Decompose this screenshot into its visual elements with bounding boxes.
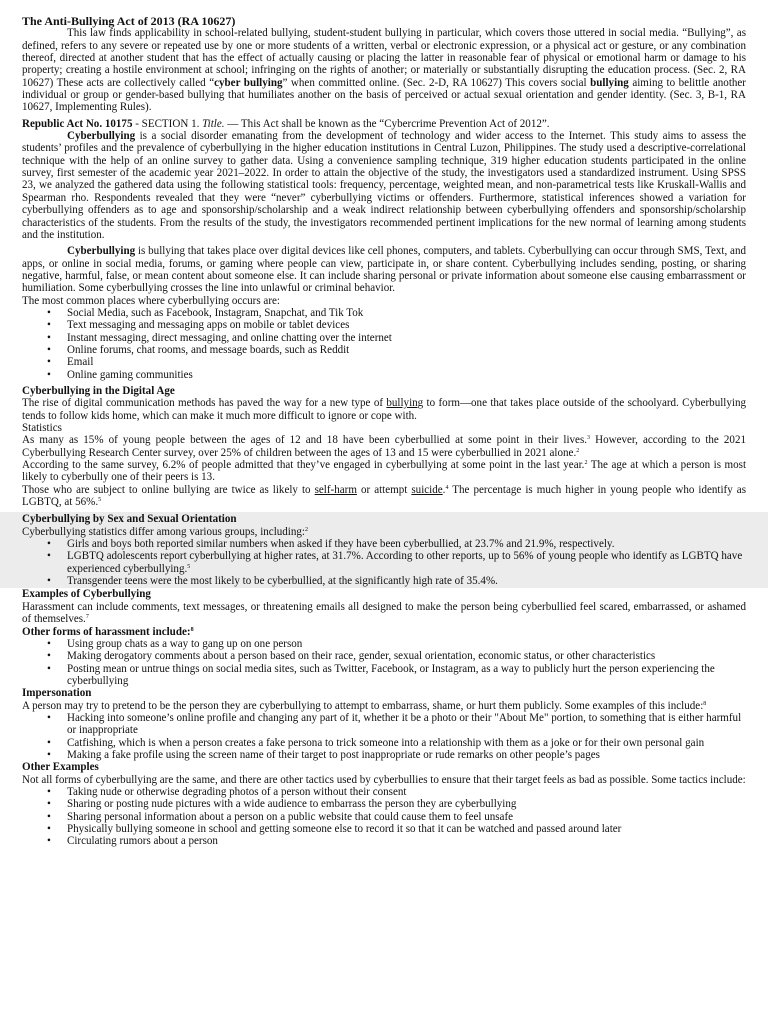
examples-paragraph: Harassment can include comments, text messages, or threatening emails all designed to make the person being cyberbullied feel scared, embarrassed, or ashamed of themselves.$^7$ — [22, 600, 746, 626]
other-examples-paragraph: Not all forms of cyberbullying are the same, and there are other tactics used by cyberbullies to ensure that their target feels as bad as possible. Some tactics include: — [22, 773, 746, 786]
digital-age-paragraph: The rise of digital communication methods has paved the way for a new type of bullying to form—one that takes place outside of the schoolyard. Cyberbullying tends to follow kids home, which can make it much more difficult to ignore or cope with. — [22, 397, 746, 422]
republic-act-10175-line: Republic Act No. 10175 - SECTION 1. Title. — This Act shall be known as the “Cybercrime Prevention Act of 2012”. — [22, 117, 550, 130]
list-item: • Email — [22, 356, 746, 368]
list-item: • Text messaging and messaging apps on mobile or tablet devices — [22, 319, 746, 331]
other-examples-list — [22, 786, 746, 848]
statistics-paragraph-3: Those who are subject to online bullying are twice as likely to self-harm or attempt suicide.$^4$ The percentage is much higher in young people who identify as LGBTQ, at 56%.$^5$ — [22, 483, 747, 509]
cyberbullying-study-paragraph: Cyberbullying is a social disorder emanating from the development of technology and wider access to the Internet. This study aims to assess the students’ profiles and the prevalence of cyberbullying in the higher education institutions in Central Luzon, Philippines. The study used a descriptive-correlational technique with the help of an online survey to gather data. Using a convenience sampling technique, 319 higher education students participated in the online survey, first semester of the academic year 2021–2022. In order to attain the objective of the study, the investigators used a standardized instrument. Using SPSS 23, we analyzed the gathered data using the following statistical tools: frequency, percentage, weighted mean, and non-parametrical tests like Kruskall-Wallis and Spearman rho. Respondents revealed that they were “never” cyberbullying victims or offenders. Furthermore, statistical inferences showed a variation for cyberbullying offenders as to age and sponsorship/scholarship and a weak indirect relationship between cyberbullying offenders and sponsorship/scholarship characteristics of the students. From the results of the study, the investigators recommended pertinent implications for the new normal of learning among students and the institution. — [22, 130, 746, 241]
republic-act-label: Republic Act No. 10175 — [22, 117, 133, 130]
section-heading-digital-age: Cyberbullying in the Digital Age — [22, 384, 175, 397]
bullying-term: bullying — [590, 76, 629, 89]
list-item: • Posting mean or untrue things on social media sites, such as Twitter, Facebook, or Instagram, as a way to publicly hurt the person experiencing the cyberbullying — [22, 663, 746, 688]
impersonation-paragraph: A person may try to pretend to be the person they are cyberbullying to attempt to embarrass, shame, or hurt them publicly. Some examples of this include:$^8$ — [22, 699, 707, 712]
list-item: • Online forums, chat rooms, and message boards, such as Reddit — [22, 344, 746, 356]
anti-bullying-paragraph: This law finds applicability in school-related bullying, student-student bullying in particular, which covers those uttered in social media. “Bullying”, as defined, refers to any severe or repeated use by one or more students of a written, verbal or electronic expression, or a physical act or gesture, or any combination thereof, directed at another student that has the effect of actually causing or placing the latter in reasonable fear of physical or emotional harm or damage to his property; creating a hostile environment at school; infringing on the rights of another; or materially or substantially disrupting the education process. (Sec. 2, RA 10627) These acts are collectively called “cyber bullying” when committed online. (Sec. 2-D, RA 10627) This covers social bullying aiming to belittle another individual or group or gender-based bullying that humiliates another on the basis of perceived or actual sexual orientation and gender identity. (Sec. 3, B-1, RA 10627, Implementing Rules). — [22, 27, 746, 114]
impersonation-list — [22, 712, 746, 761]
sex-orientation-list — [22, 538, 746, 587]
list-item: • Social Media, such as Facebook, Instagram, Snapchat, and Tik Tok — [22, 307, 746, 319]
list-item: • Instant messaging, direct messaging, and online chatting over the internet — [22, 332, 746, 344]
statistics-paragraph-2: According to the same survey, 6.2% of people admitted that they’ve engaged in cyberbullying at some point in the last year.$^2$ The age at which a person is most likely to cyberbully one of their peers is 13. — [22, 459, 747, 484]
section-heading-other-forms: Other forms of harassment include:$^8$ — [22, 625, 194, 638]
list-item: • Sharing personal information about a person on a public website that could cause them to feel unsafe — [22, 811, 746, 823]
list-item: • Taking nude or otherwise degrading photos of a person without their consent — [22, 786, 746, 798]
places-list — [22, 307, 746, 381]
section-heading-sex-orientation: Cyberbullying by Sex and Sexual Orientation — [22, 513, 237, 526]
bullying-link[interactable]: bullying — [386, 397, 424, 410]
sex-orientation-intro: Cyberbullying statistics differ among various groups, including:$^2$ — [22, 525, 308, 538]
suicide-link[interactable]: suicide — [411, 483, 443, 496]
document-page — [22, 15, 746, 848]
list-item: • Online gaming communities — [22, 369, 746, 381]
list-item: • Using group chats as a way to gang up on one person — [22, 638, 746, 650]
statistics-paragraph-1: As many as 15% of young people between the ages of 12 and 18 have been cyberbullied at some point in their lives.$^3$ However, according to the 2021 Cyberbullying Research Center survey, over 25% of children between the ages of 13 and 15 were cyberbullied in 2021 alone.$^2$ — [22, 434, 746, 459]
places-intro: The most common places where cyberbullying occurs are: — [22, 294, 280, 307]
list-item: • Making a fake profile using the screen name of their target to post inappropriate or rude remarks on other people’s pages — [22, 749, 746, 761]
title-word: Title. — [202, 117, 225, 130]
list-item: • Girls and boys both reported similar numbers when asked if they have been cyberbullied, at 23.7% and 21.9%, respectively. — [22, 538, 746, 550]
section-heading-anti-bullying-act: The Anti-Bullying Act of 2013 (RA 10627) — [22, 14, 236, 28]
list-item: • Physically bullying someone in school and getting someone else to record it so that it can be watched and passed around later — [22, 823, 746, 835]
sex-orientation-section — [0, 512, 768, 588]
section-heading-examples: Examples of Cyberbullying — [22, 588, 151, 601]
other-forms-list — [22, 638, 746, 687]
list-item: • Making derogatory comments about a person based on their race, gender, sexual orientation, economic status, or other characteristics — [22, 650, 746, 662]
statistics-label: Statistics — [22, 422, 62, 434]
list-item: • Catfishing, which is when a person creates a fake persona to trick someone into a relationship with them as a joke or for their own personal gain — [22, 737, 746, 749]
section-heading-other-examples: Other Examples — [22, 761, 99, 774]
self-harm-link[interactable]: self-harm — [314, 483, 357, 496]
cyber-bullying-term: cyber bullying — [214, 76, 283, 89]
list-item: • Hacking into someone’s online profile and changing any part of it, whether it be a photo or their "About Me" portion, to something that is either harmful or inappropriate — [22, 712, 746, 737]
list-item: • Transgender teens were the most likely to be cyberbullied, at the significantly high rate of 35.4%. — [22, 575, 746, 587]
list-item: • Sharing or posting nude pictures with a wide audience to embarrass the person they are cyberbullying — [22, 798, 746, 810]
list-item: • LGBTQ adolescents report cyberbullying at higher rates, at 31.7%. According to other reports, up to 56% of young people who identify as LGBTQ have experienced cyberbullying.$^5$ — [22, 550, 746, 575]
list-item: • Circulating rumors about a person — [22, 835, 746, 847]
section-heading-impersonation: Impersonation — [22, 687, 92, 700]
cyberbullying-definition-paragraph: Cyberbullying is bullying that takes place over digital devices like cell phones, computers, and tablets. Cyberbullying can occur through SMS, Text, and apps, or online in social media, forums, or gaming where people can view, participate in, or share content. Cyberbullying includes sending, posting, or sharing negative, harmful, false, or mean content about someone else. It can include sharing personal or private information about someone else causing embarrassment or humiliation. Some cyberbullying crosses the line into unlawful or criminal behavior. — [22, 245, 746, 295]
